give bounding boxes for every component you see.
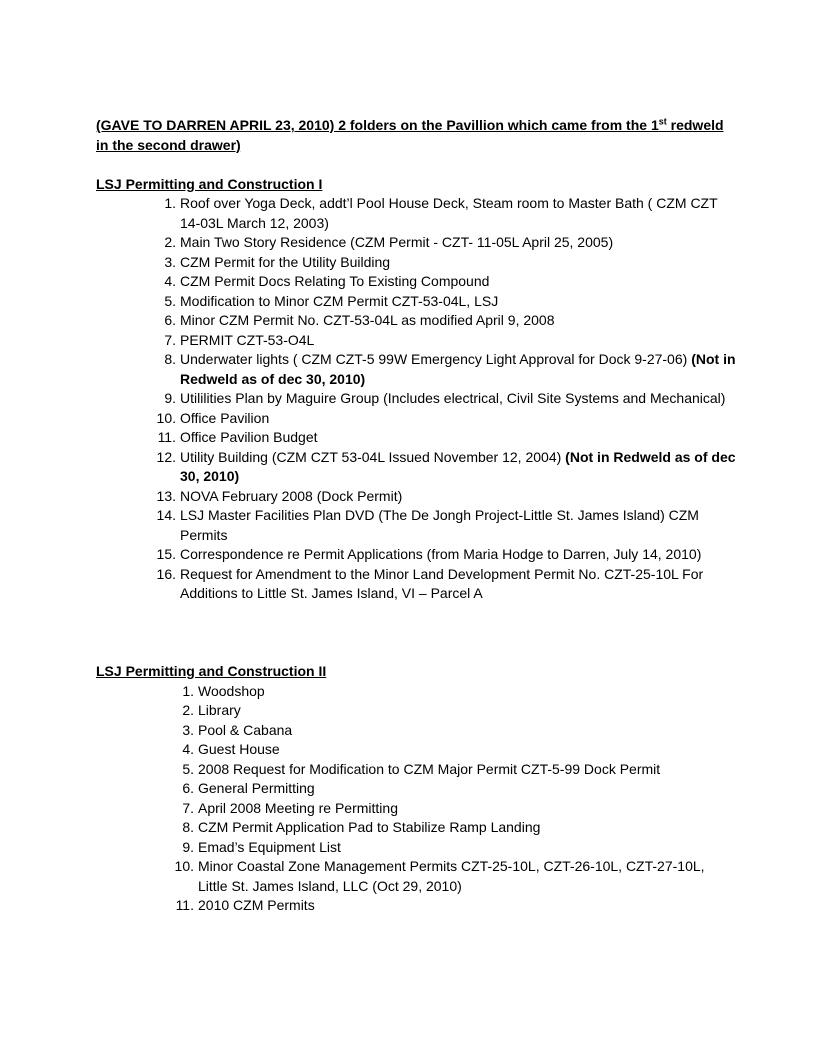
list-item-number: 9. bbox=[164, 390, 176, 406]
list-item bbox=[96, 506, 736, 545]
list-item-text: NOVA February 2008 (Dock Permit) bbox=[180, 487, 403, 504]
list-item-text: General Permitting bbox=[198, 780, 315, 796]
list-item-number: 8. bbox=[182, 819, 194, 835]
list-item bbox=[96, 409, 736, 429]
list-item bbox=[96, 799, 736, 819]
list-item bbox=[96, 721, 736, 741]
list-item-number: 10. bbox=[174, 858, 194, 874]
list-item bbox=[96, 682, 736, 702]
list-item-number: 16. bbox=[156, 565, 176, 582]
list-item bbox=[96, 818, 736, 838]
document-page bbox=[96, 116, 736, 916]
spacer bbox=[96, 155, 736, 175]
list-item bbox=[96, 194, 736, 233]
list-item-number: 13. bbox=[156, 487, 176, 504]
list-item-number: 15. bbox=[156, 546, 176, 562]
list-item-text: Modification to Minor CZM Permit CZT-53-04L, LSJ bbox=[180, 292, 499, 309]
list-item-text: Roof over Yoga Deck, addt’l Pool House Deck, Steam room to Master Bath ( CZM CZT 14-03L March 12, 2003) bbox=[180, 195, 718, 231]
section-title-2: LSJ Permitting and Construction II bbox=[96, 663, 327, 679]
list-item-note: (Not in Redweld as of dec 30, 2010) bbox=[180, 448, 736, 484]
list-item bbox=[96, 896, 736, 916]
list-item-text: Emad’s Equipment List bbox=[198, 838, 341, 855]
list-item-number: 4. bbox=[182, 741, 194, 757]
list-item-number: 10. bbox=[156, 409, 176, 426]
list-item-number: 2. bbox=[182, 702, 194, 718]
section-title-1: LSJ Permitting and Construction I bbox=[96, 175, 323, 192]
list-item-text: Pool & Cabana bbox=[198, 721, 293, 738]
list-item bbox=[96, 701, 736, 721]
list-item-text: Office Pavilion Budget bbox=[180, 429, 318, 445]
list-item bbox=[96, 311, 736, 331]
list-item-text: Correspondence re Permit Applications (from Maria Hodge to Darren, July 14, 2010) bbox=[180, 546, 702, 562]
list-item bbox=[96, 233, 736, 253]
list-item-text: Minor CZM Permit No. CZT-53-04L as modified April 9, 2008 bbox=[180, 312, 555, 328]
spacer bbox=[96, 604, 736, 663]
list-item bbox=[96, 428, 736, 448]
list-item-text: 2008 Request for Modification to CZM Major Permit CZT-5-99 Dock Permit bbox=[198, 760, 661, 777]
list-item-text: Minor Coastal Zone Management Permits CZT-25-10L, CZT-26-10L, CZT-27-10L, Little St. James Island, LLC (Oct 29, 2010) bbox=[198, 858, 705, 894]
list-item-number: 5. bbox=[164, 292, 176, 309]
list-item-text: CZM Permit Application Pad to Stabilize Ramp Landing bbox=[198, 819, 541, 835]
header-text-continued: redweld in the second drawer) bbox=[96, 117, 724, 153]
list-item-text: PERMIT CZT-53-O4L bbox=[180, 331, 315, 348]
list-item bbox=[96, 350, 736, 389]
list-item bbox=[96, 272, 736, 292]
list-item-number: 9. bbox=[182, 838, 194, 855]
list-item bbox=[96, 448, 736, 487]
list-item-text: Main Two Story Residence (CZM Permit - CZT- 11-05L April 25, 2005) bbox=[180, 234, 614, 250]
list-item-text: Utility Building (CZM CZT 53-04L Issued November 12, 2004) bbox=[180, 448, 566, 465]
list-item-number: 14. bbox=[156, 507, 176, 523]
header-superscript: st bbox=[658, 116, 667, 127]
list-item-number: 11. bbox=[175, 897, 194, 913]
list-item bbox=[96, 838, 736, 858]
list-item-text: Guest House bbox=[198, 741, 280, 757]
list-item bbox=[96, 565, 736, 604]
list-item-text: LSJ Master Facilities Plan DVD (The De Jongh Project-Little St. James Island) CZM Permits bbox=[180, 507, 699, 543]
list-item-note: (Not in Redweld as of dec 30, 2010) bbox=[180, 351, 736, 387]
list-item-number: 3. bbox=[182, 721, 194, 738]
list-item-text: CZM Permit for the Utility Building bbox=[180, 253, 391, 270]
list-item-number: 7. bbox=[164, 331, 176, 348]
list-item bbox=[96, 292, 736, 312]
list-item-number: 12. bbox=[156, 448, 176, 465]
list-item bbox=[96, 331, 736, 351]
list-item-number: 6. bbox=[164, 312, 176, 328]
list-item-number: 1. bbox=[164, 195, 176, 211]
list-item bbox=[96, 253, 736, 273]
list-item-text: 2010 CZM Permits bbox=[198, 897, 315, 913]
section-1-list bbox=[96, 194, 736, 604]
list-item-number: 1. bbox=[182, 682, 194, 699]
list-item-text: Woodshop bbox=[198, 682, 265, 699]
list-item-number: 6. bbox=[182, 780, 194, 796]
list-item bbox=[96, 857, 736, 896]
list-item-text: Office Pavilion bbox=[180, 409, 270, 426]
list-item-number: 5. bbox=[182, 760, 194, 777]
header-text: (GAVE TO DARREN APRIL 23, 2010) 2 folders on the Pavillion which came from the 1 bbox=[96, 117, 659, 133]
list-item-number: 4. bbox=[164, 273, 176, 289]
list-item bbox=[96, 545, 736, 565]
list-item-text: Library bbox=[198, 702, 241, 718]
list-item-text: Underwater lights ( CZM CZT-5 99W Emergency Light Approval for Dock 9-27-06) bbox=[180, 351, 692, 367]
list-item-text: April 2008 Meeting re Permitting bbox=[198, 799, 398, 816]
list-item-number: 11. bbox=[157, 429, 176, 445]
list-item-number: 3. bbox=[164, 253, 176, 270]
list-item-number: 7. bbox=[182, 799, 194, 816]
list-item-text: CZM Permit Docs Relating To Existing Compound bbox=[180, 273, 490, 289]
list-item bbox=[96, 760, 736, 780]
document-header bbox=[96, 116, 736, 155]
list-item bbox=[96, 740, 736, 760]
list-item-number: 2. bbox=[164, 234, 176, 250]
list-item bbox=[96, 487, 736, 507]
list-item-text: Request for Amendment to the Minor Land Development Permit No. CZT-25-10L For Additions to Little St. James Island, VI – Parcel A bbox=[180, 565, 704, 601]
list-item-text: Utililities Plan by Maguire Group (Includes electrical, Civil Site Systems and Mechanical) bbox=[180, 390, 726, 406]
list-item bbox=[96, 779, 736, 799]
list-item bbox=[96, 389, 736, 409]
section-2-list bbox=[96, 682, 736, 916]
list-item-number: 8. bbox=[164, 351, 176, 367]
